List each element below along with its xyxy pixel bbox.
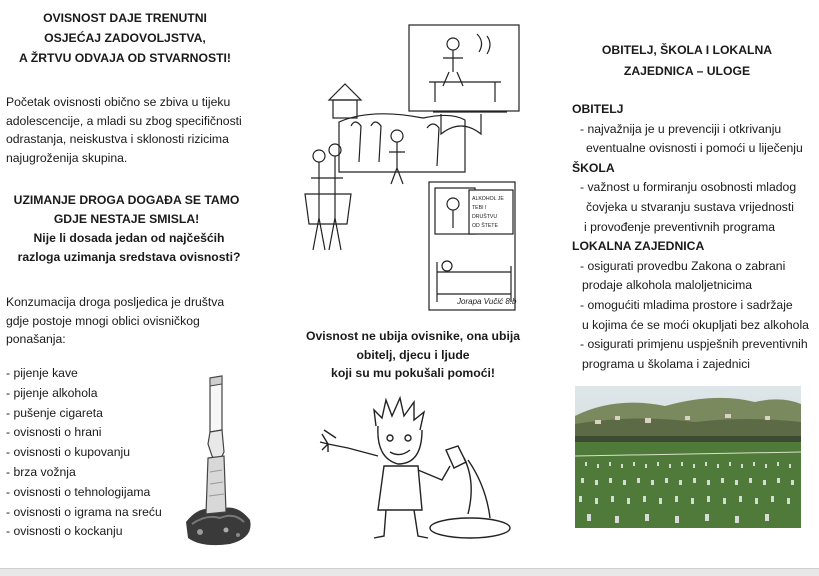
list-item: - ovisnosti o igrama na sreću (6, 504, 162, 519)
list-item: - brza vožnja (6, 464, 76, 479)
drawing-signature: Jorapa Vučić 8.b (457, 297, 517, 306)
list-item: eventualne ovisnosti i pomoći u liječenju (586, 141, 803, 156)
list-item: - osigurati provedbu Zakona o zabrani (580, 258, 786, 273)
section-heading-school: ŠKOLA (572, 160, 615, 175)
left-body: Konzumacija droga posljedica je društva gdje postoje mnogi oblici ovisničkog ponašanja: (6, 295, 225, 346)
addiction-list (6, 364, 186, 542)
svg-text:DRUŠTVU: DRUŠTVU (472, 214, 498, 220)
section-heading-community: LOKALNA ZAJEDNICA (572, 239, 705, 254)
list-item: - važnost u formiranju osobnosti mladog (580, 180, 797, 195)
list-item: - pijenje alkohola (6, 385, 98, 400)
left-subheading: UZIMANJE DROGA DOGAĐA SE TAMO GDJE NESTAJE SMISLA! (13, 193, 240, 226)
roles-list (572, 100, 816, 374)
cigarette-illustration (180, 372, 255, 548)
list-item: - ovisnosti o tehnologijama (6, 484, 151, 499)
list-item: - osigurati primjenu uspješnih preventivnih (580, 337, 808, 352)
left-heading: OVISNOST DAJE TRENUTNI OSJEĆAJ ZADOVOLJSTVA, A ŽRTVU ODVAJA OD STVARNOSTI! (19, 11, 231, 65)
comic-drawing (301, 22, 523, 312)
right-heading: OBITELJ, ŠKOLA I LOKALNA ZAJEDNICA – ULOGE (601, 43, 773, 78)
svg-text:ALKOHOL JE: ALKOHOL JE (472, 196, 504, 202)
list-item: - pušenje cigareta (6, 405, 103, 420)
boy-pouring-drink-drawing (318, 386, 520, 552)
list-item: - ovisnosti o kockanju (6, 524, 123, 539)
svg-text:TEBI I: TEBI I (472, 205, 487, 211)
middle-quote: Ovisnost ne ubija ovisnike, ona ubija obitelj, djecu i ljude koji su mu pokušali pomoći! (305, 329, 520, 380)
left-intro: Početak ovisnosti obično se zbiva u tijeku adolescencije, a mladi su zbog specifičnosti odrastanja, neiskustva i sklonosti rizicima najugroženija skupina. (6, 95, 242, 165)
list-item: programa u školama i zajednici (582, 356, 750, 371)
list-item: - najvažnija je u prevenciji i otkrivanju (580, 121, 782, 136)
list-item: - omogućiti mladima prostore i sadržaje (580, 297, 793, 312)
list-item: i provođenje preventivnih programa (584, 219, 776, 234)
list-item: - ovisnosti o kupovanju (6, 445, 130, 460)
left-question: Nije li dosada jedan od najčešćih razloga uzimanja sredstava ovisnosti? (17, 231, 241, 264)
list-item: - ovisnosti o hrani (6, 425, 102, 440)
list-item: - pijenje kave (6, 366, 78, 380)
list-item: prodaje alkohola maloljetnicima (582, 278, 753, 293)
list-item: čovjeka u stvaranju sustava vrijednosti (586, 199, 794, 214)
section-heading-family: OBITELJ (572, 102, 624, 116)
svg-text:OD ŠTETE: OD ŠTETE (472, 223, 498, 229)
sports-field-photo (575, 386, 801, 528)
list-item: u kojima će se moći okupljati bez alkohola (582, 317, 809, 332)
